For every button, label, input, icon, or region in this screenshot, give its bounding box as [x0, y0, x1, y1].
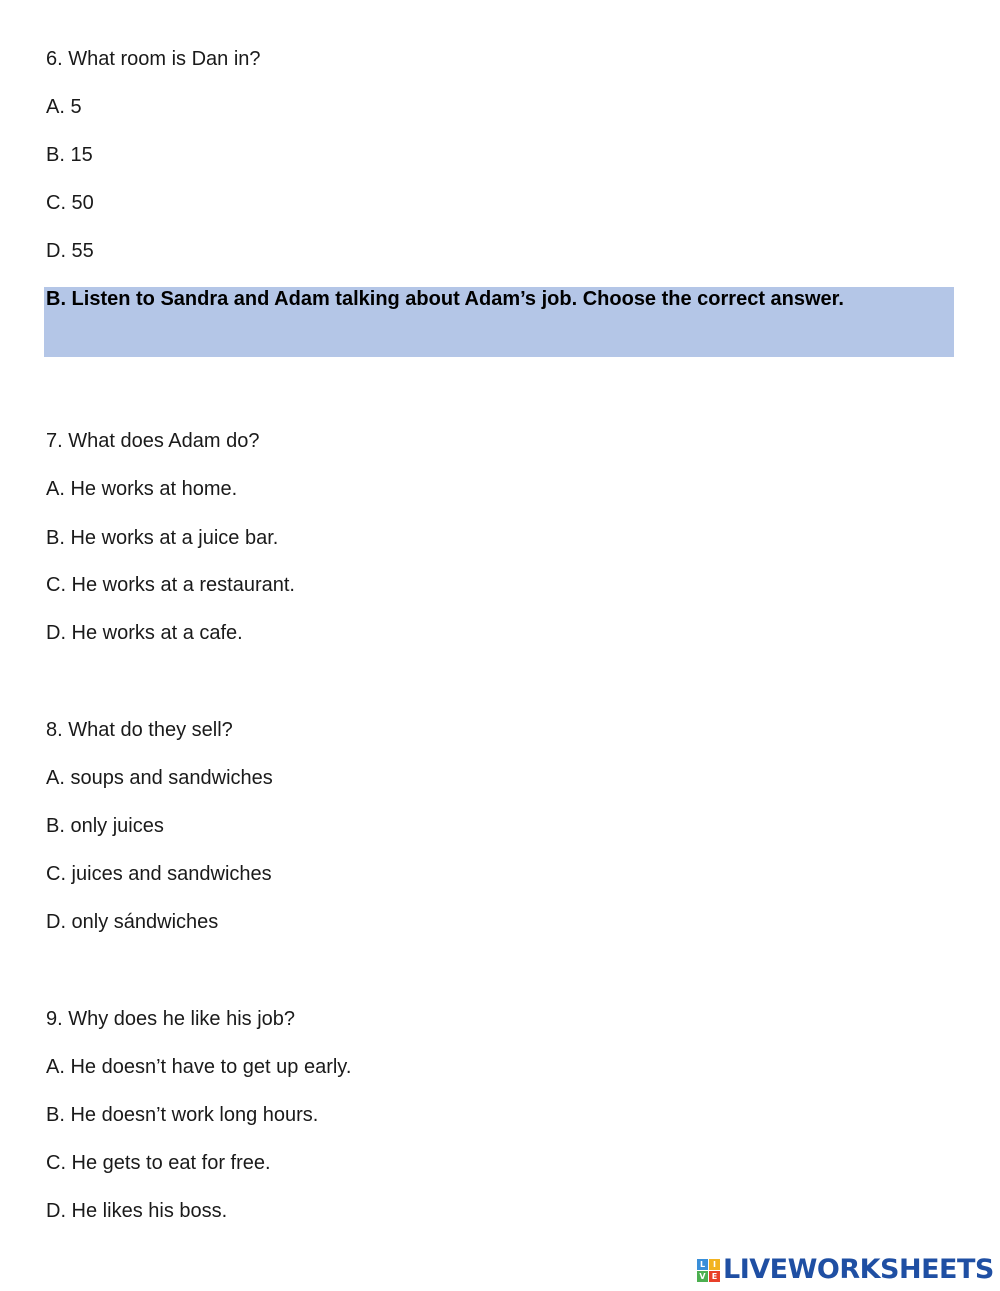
q8-option-b[interactable]: B. only juices: [46, 815, 164, 837]
logo-letter-i: I: [709, 1259, 720, 1270]
q8-option-c[interactable]: C. juices and sandwiches: [46, 863, 272, 885]
q9-option-a[interactable]: A. He doesn’t have to get up early.: [46, 1056, 352, 1078]
q6-option-d[interactable]: D. 55: [46, 240, 94, 262]
q6-option-c[interactable]: C. 50: [46, 192, 94, 214]
q6-option-b[interactable]: B. 15: [46, 144, 93, 166]
question-7: 7. What does Adam do?: [46, 430, 260, 452]
question-8: 8. What do they sell?: [46, 719, 233, 741]
live-squares-icon: [697, 1259, 720, 1282]
logo-letter-v: V: [697, 1271, 708, 1282]
q7-option-b[interactable]: B. He works at a juice bar.: [46, 527, 279, 549]
q6-option-a[interactable]: A. 5: [46, 96, 82, 118]
q8-option-a[interactable]: A. soups and sandwiches: [46, 767, 273, 789]
brand-name: LIVEWORKSHEETS: [723, 1254, 994, 1285]
q7-option-c[interactable]: C. He works at a restaurant.: [46, 574, 295, 596]
q8-option-d[interactable]: D. only sándwiches: [46, 911, 219, 933]
q7-option-d[interactable]: D. He works at a cafe.: [46, 622, 243, 644]
section-b-banner: [44, 287, 954, 357]
question-9: 9. Why does he like his job?: [46, 1008, 296, 1030]
question-6: 6. What room is Dan in?: [46, 48, 261, 70]
q9-option-b[interactable]: B. He doesn’t work long hours.: [46, 1104, 319, 1126]
logo-letter-e: E: [709, 1271, 720, 1282]
q7-option-a[interactable]: A. He works at home.: [46, 478, 238, 500]
liveworksheets-logo: [697, 1256, 994, 1284]
logo-letter-l: L: [697, 1259, 708, 1270]
q9-option-d[interactable]: D. He likes his boss.: [46, 1200, 228, 1222]
section-b-title: B. Listen to Sandra and Adam talking about Adam’s job. Choose the correct answer.: [46, 288, 844, 310]
q9-option-c[interactable]: C. He gets to eat for free.: [46, 1152, 271, 1174]
